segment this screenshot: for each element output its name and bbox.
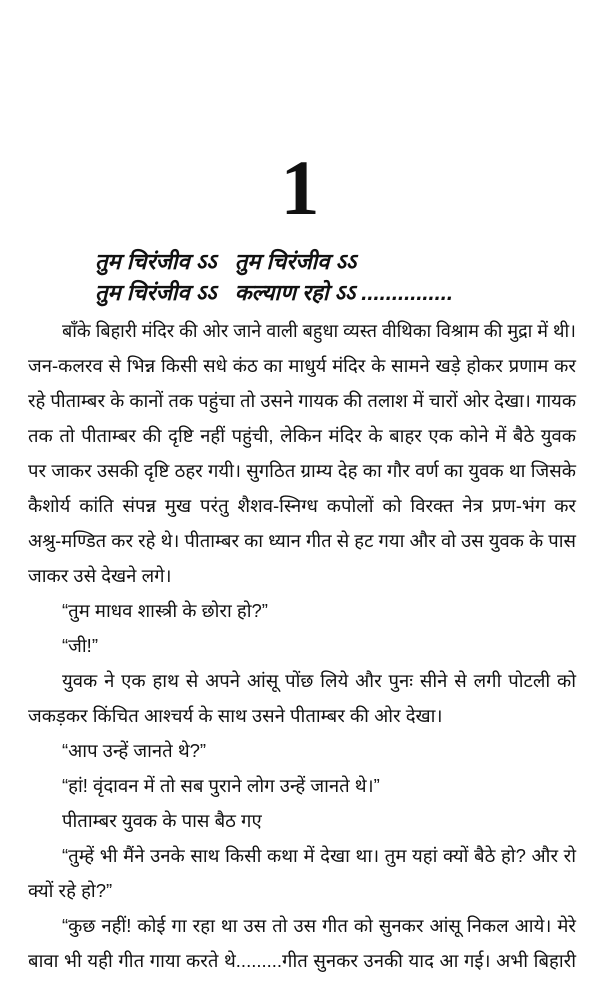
text-line [28,386,576,421]
text-line-content: क्यों रहे हो?” [28,880,113,901]
text-line [28,876,576,911]
text-line [28,456,576,491]
text-line [62,631,576,666]
chapter-number: 1 [280,144,320,231]
text-line [62,771,576,806]
text-line [28,946,576,981]
text-line-content: “आप उन्हें जानते थे?” [62,740,207,761]
text-line-content: बावा भी यही गीत गाया करते थे.........गीत सुनकर उनकी याद आ गई। अभी बिहारी [28,950,576,971]
text-line-content: “जी!” [62,635,98,656]
text-line-content: बाँके बिहारी मंदिर की ओर जाने वाली बहुधा व्यस्त वीथिका विश्राम की मुद्रा में थी। [62,320,576,341]
text-line-content: अश्रु-मण्डित कर रहे थे। पीताम्बर का ध्यान गीत से हट गया और वो उस युवक के पास [28,530,577,551]
text-line [28,421,576,456]
text-line-content: “तुम्हें भी मैंने उनके साथ किसी कथा में देखा था। तुम यहां क्यों बैठे हो? और रो [62,845,577,866]
text-line-content: जकड़कर किंचित आश्चर्य के साथ उसने पीताम्बर की ओर देखा। [28,705,443,726]
text-line-content: पीताम्बर युवक के पास बैठ गए [62,810,262,831]
text-line [28,701,576,736]
verse-line: तुम चिरंजीव ऽऽ तुम चिरंजीव ऽऽ [95,249,357,274]
text-line-content: युवक ने एक हाथ से अपने आंसू पोंछ लिये और पुनः सीने से लगी पोटली को [62,670,577,691]
text-line [28,351,576,386]
text-line [62,316,576,351]
text-line-content: पर जाकर उसकी दृष्टि ठहर गयी। सुगठित ग्राम्य देह का गौर वर्ण का युवक था जिसके [28,460,576,481]
body-text [0,316,600,981]
text-line [62,666,576,701]
text-line-content: “तुम माधव शास्त्री के छोरा हो?” [62,600,268,621]
text-line-content: जाकर उसे देखने लगे। [28,565,172,586]
text-line [28,491,576,526]
text-line-content: जन-कलरव से भिन्न किसी सधे कंठ का माधुर्य मंदिर के सामने खड़े होकर प्रणाम कर [28,355,576,376]
text-line [62,911,576,946]
text-line [62,806,576,841]
text-line [28,561,576,596]
text-line [28,526,576,561]
text-line [62,596,576,631]
text-line [62,841,576,876]
text-line [62,736,576,771]
text-line-content: “कुछ नहीं! कोई गा रहा था उस तो उस गीत को सुनकर आंसू निकल आये। मेरे [62,915,576,936]
text-line-content: “हां! वृंदावन में तो सब पुराने लोग उन्हें जानते थे।” [62,775,380,796]
text-line-content: रहे पीताम्बर के कानों तक पहुंचा तो उसने गायक की तलाश में चारों ओर देखा। गायक [28,390,577,411]
verse-line: तुम चिरंजीव ऽऽ कल्याण रहो ऽऽ ............... [95,280,453,305]
text-line-content: कैशोर्य कांति संपन्न मुख परंतु शैशव-स्निग्ध कपोलों को विरक्त नेत्र प्रण-भंग कर [28,495,576,516]
text-line-content: तक तो पीताम्बर की दृष्टि नहीं पहुंची, लेकिन मंदिर के बाहर एक कोने में बैठे युवक [28,425,576,446]
